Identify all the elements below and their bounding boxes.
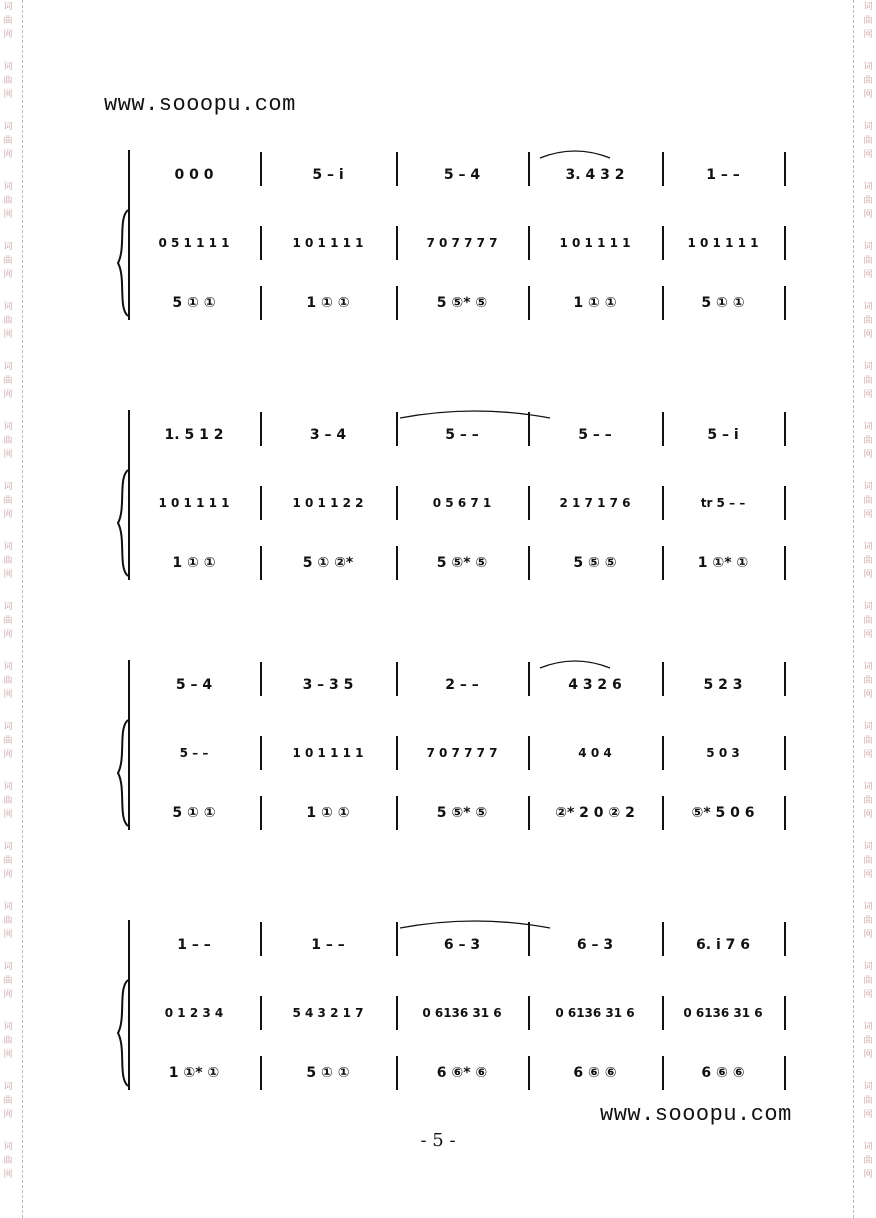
melody-measure: 5 – i xyxy=(707,427,739,443)
watermark-glyph: 网 xyxy=(3,90,13,100)
bass-measure: 1 ① ① xyxy=(573,295,617,311)
watermark-glyph: 曲 xyxy=(863,1156,873,1166)
accompaniment-measure: 0 6136 31 6 xyxy=(422,1006,502,1020)
watermark-glyph: 词 xyxy=(3,1142,13,1152)
watermark-glyph: 网 xyxy=(3,510,13,520)
bar-line xyxy=(662,736,664,770)
melody-measure: 5 – – xyxy=(578,427,612,443)
bar-line xyxy=(260,996,262,1030)
bass-measure: 1 ① ① xyxy=(172,555,216,571)
watermark-glyph: 网 xyxy=(863,330,873,340)
watermark-glyph: 网 xyxy=(863,390,873,400)
watermark-glyph: 曲 xyxy=(863,376,873,386)
watermark-glyph: 词 xyxy=(3,902,13,912)
watermark-glyph: 词 xyxy=(863,482,873,492)
bar-line xyxy=(260,546,262,580)
watermark-glyph: 曲 xyxy=(863,76,873,86)
watermark-glyph: 网 xyxy=(3,870,13,880)
watermark-glyph: 词 xyxy=(3,842,13,852)
watermark-glyph: 网 xyxy=(863,270,873,280)
watermark-glyph: 网 xyxy=(3,1170,13,1180)
accompaniment-measure: 7 0 7 7 7 7 xyxy=(426,746,498,760)
slur-marks xyxy=(0,404,876,424)
watermark-glyph: 曲 xyxy=(3,796,13,806)
watermark-glyph: 词 xyxy=(863,2,873,12)
melody-measure: 1 – – xyxy=(311,937,345,953)
accompaniment-measure: 1 0 1 1 1 1 xyxy=(292,746,364,760)
watermark-glyph: 词 xyxy=(863,842,873,852)
watermark-glyph: 网 xyxy=(3,30,13,40)
watermark-glyph: 曲 xyxy=(3,616,13,626)
watermark-glyph: 曲 xyxy=(863,616,873,626)
watermark-glyph: 曲 xyxy=(3,16,13,26)
accompaniment-measure: 4 0 4 xyxy=(578,746,612,760)
bar-line xyxy=(260,796,262,830)
watermark-glyph: 网 xyxy=(863,90,873,100)
watermark-glyph: 词 xyxy=(863,242,873,252)
bar-line xyxy=(662,1056,664,1090)
melody-measure: 5 – 4 xyxy=(175,677,213,693)
watermark-glyph: 网 xyxy=(863,30,873,40)
bar-line xyxy=(528,736,530,770)
bar-line xyxy=(528,486,530,520)
accompaniment-measure: 1 0 1 1 2 2 xyxy=(292,496,364,510)
bass-measure: 6 ⑥* ⑥ xyxy=(436,1065,488,1081)
watermark-glyph: 网 xyxy=(863,990,873,1000)
watermark-glyph: 曲 xyxy=(863,1096,873,1106)
bar-line xyxy=(784,546,786,580)
bar-line xyxy=(396,996,398,1030)
bass-measure: 5 ⑤* ⑤ xyxy=(436,295,488,311)
bass-measure: 1 ①* ① xyxy=(168,1065,220,1081)
bar-line xyxy=(784,1056,786,1090)
watermark-glyph: 词 xyxy=(3,602,13,612)
watermark-glyph: 词 xyxy=(3,1022,13,1032)
watermark-glyph: 词 xyxy=(863,542,873,552)
bar-line xyxy=(260,286,262,320)
accompaniment-measure: 0 1 2 3 4 xyxy=(164,1006,224,1020)
accompaniment-measure: 1 0 1 1 1 1 xyxy=(559,236,631,250)
bar-line xyxy=(128,660,130,830)
watermark-glyph: 曲 xyxy=(863,496,873,506)
bar-line xyxy=(662,796,664,830)
watermark-glyph: 网 xyxy=(3,390,13,400)
watermark-glyph: 曲 xyxy=(3,1156,13,1166)
page-number: - 5 - xyxy=(420,1130,456,1151)
bar-line xyxy=(396,546,398,580)
accompaniment-measure: 5 – – xyxy=(179,746,209,760)
bass-measure: 5 ① ① xyxy=(172,295,216,311)
watermark-glyph: 网 xyxy=(863,870,873,880)
watermark-glyph: 曲 xyxy=(863,976,873,986)
bass-measure: ⑤* 5 0 6 xyxy=(691,805,755,821)
bar-line xyxy=(128,410,130,580)
bass-measure: 5 ① ① xyxy=(306,1065,350,1081)
bass-measure: 5 ① ① xyxy=(701,295,745,311)
watermark-glyph: 曲 xyxy=(3,736,13,746)
watermark-glyph: 曲 xyxy=(863,796,873,806)
bar-line xyxy=(662,226,664,260)
watermark-glyph: 词 xyxy=(863,1142,873,1152)
bar-line xyxy=(784,226,786,260)
watermark-glyph: 曲 xyxy=(863,196,873,206)
bass-measure: 6 ⑥ ⑥ xyxy=(701,1065,745,1081)
watermark-glyph: 网 xyxy=(863,450,873,460)
watermark-glyph: 曲 xyxy=(863,256,873,266)
slur-marks xyxy=(0,144,876,164)
watermark-glyph: 词 xyxy=(863,602,873,612)
bass-measure: 1 ①* ① xyxy=(697,555,749,571)
watermark-glyph: 网 xyxy=(863,750,873,760)
melody-measure: 5 2 3 xyxy=(703,677,743,693)
watermark-glyph: 词 xyxy=(863,1082,873,1092)
watermark-glyph: 词 xyxy=(3,362,13,372)
bass-measure: 1 ① ① xyxy=(306,805,350,821)
bar-line xyxy=(396,486,398,520)
watermark-glyph: 词 xyxy=(863,1022,873,1032)
bar-line xyxy=(260,1056,262,1090)
accompaniment-measure: 1 0 1 1 1 1 xyxy=(292,236,364,250)
watermark-glyph: 网 xyxy=(3,1110,13,1120)
melody-measure: 0 0 0 xyxy=(174,167,214,183)
watermark-glyph: 词 xyxy=(863,182,873,192)
watermark-glyph: 网 xyxy=(863,510,873,520)
watermark-glyph: 曲 xyxy=(3,1036,13,1046)
accompaniment-measure: tr 5 – – xyxy=(700,496,746,510)
site-url-bottom: www.sooopu.com xyxy=(600,1102,792,1127)
bar-line xyxy=(528,1056,530,1090)
bar-line xyxy=(260,736,262,770)
bass-measure: ②* 2 0 ② 2 xyxy=(555,805,635,821)
watermark-glyph: 网 xyxy=(3,210,13,220)
watermark-glyph: 网 xyxy=(863,570,873,580)
watermark-glyph: 词 xyxy=(863,422,873,432)
watermark-glyph: 曲 xyxy=(3,1096,13,1106)
melody-measure: 3 – 4 xyxy=(309,427,347,443)
watermark-glyph: 曲 xyxy=(863,436,873,446)
watermark-glyph: 词 xyxy=(3,482,13,492)
watermark-glyph: 词 xyxy=(3,62,13,72)
watermark-glyph: 网 xyxy=(3,750,13,760)
watermark-glyph: 曲 xyxy=(863,916,873,926)
watermark-glyph: 曲 xyxy=(3,376,13,386)
bass-measure: 6 ⑥ ⑥ xyxy=(573,1065,617,1081)
watermark-glyph: 词 xyxy=(863,362,873,372)
bar-line xyxy=(784,486,786,520)
melody-measure: 3 – 3 5 xyxy=(302,677,354,693)
watermark-glyph: 词 xyxy=(3,722,13,732)
accompaniment-measure: 0 6136 31 6 xyxy=(683,1006,763,1020)
watermark-glyph: 网 xyxy=(863,1050,873,1060)
bar-line xyxy=(128,920,130,1090)
melody-measure: 4 3 2 6 xyxy=(568,677,622,693)
watermark-glyph: 词 xyxy=(3,2,13,12)
watermark-glyph: 词 xyxy=(3,962,13,972)
watermark-glyph: 曲 xyxy=(3,436,13,446)
bar-line xyxy=(528,996,530,1030)
watermark-glyph: 词 xyxy=(863,122,873,132)
watermark-glyph: 词 xyxy=(863,782,873,792)
bar-line xyxy=(396,736,398,770)
bar-line xyxy=(662,996,664,1030)
melody-measure: 1 – – xyxy=(177,937,211,953)
watermark-glyph: 网 xyxy=(3,810,13,820)
watermark-glyph: 曲 xyxy=(863,556,873,566)
watermark-glyph: 曲 xyxy=(863,856,873,866)
watermark-glyph: 网 xyxy=(3,1050,13,1060)
bass-measure: 5 ① ① xyxy=(172,805,216,821)
watermark-glyph: 曲 xyxy=(863,736,873,746)
watermark-glyph: 网 xyxy=(3,450,13,460)
bar-line xyxy=(662,486,664,520)
watermark-glyph: 网 xyxy=(3,930,13,940)
watermark-glyph: 曲 xyxy=(863,16,873,26)
watermark-glyph: 曲 xyxy=(3,976,13,986)
accompaniment-measure: 1 0 1 1 1 1 xyxy=(687,236,759,250)
melody-measure: 5 – – xyxy=(445,427,479,443)
watermark-glyph: 网 xyxy=(863,630,873,640)
watermark-glyph: 曲 xyxy=(3,676,13,686)
bar-line xyxy=(396,226,398,260)
watermark-glyph: 网 xyxy=(863,690,873,700)
watermark-glyph: 网 xyxy=(3,330,13,340)
watermark-glyph: 词 xyxy=(3,542,13,552)
watermark-glyph: 词 xyxy=(3,302,13,312)
melody-measure: 6 – 3 xyxy=(443,937,481,953)
bass-measure: 5 ⑤* ⑤ xyxy=(436,555,488,571)
watermark-glyph: 词 xyxy=(3,1082,13,1092)
watermark-glyph: 曲 xyxy=(3,916,13,926)
watermark-glyph: 网 xyxy=(863,210,873,220)
bar-line xyxy=(662,286,664,320)
watermark-glyph: 网 xyxy=(863,1110,873,1120)
watermark-glyph: 网 xyxy=(3,570,13,580)
watermark-glyph: 词 xyxy=(863,902,873,912)
accompaniment-measure: 0 5 1 1 1 1 xyxy=(158,236,230,250)
watermark-glyph: 词 xyxy=(863,302,873,312)
watermark-glyph: 词 xyxy=(863,62,873,72)
accompaniment-measure: 1 0 1 1 1 1 xyxy=(158,496,230,510)
slur-marks xyxy=(0,914,876,934)
watermark-glyph: 网 xyxy=(863,150,873,160)
bass-measure: 5 ⑤ ⑤ xyxy=(573,555,617,571)
melody-measure: 6. i 7 6 xyxy=(696,937,750,953)
watermark-glyph: 网 xyxy=(863,1170,873,1180)
melody-measure: 5 – i xyxy=(312,167,344,183)
bar-line xyxy=(528,226,530,260)
melody-measure: 1 – – xyxy=(706,167,740,183)
score-system xyxy=(0,920,876,1100)
bar-line xyxy=(784,286,786,320)
bar-line xyxy=(784,736,786,770)
bass-measure: 5 ① ②* xyxy=(302,555,354,571)
watermark-glyph: 网 xyxy=(863,930,873,940)
bar-line xyxy=(396,796,398,830)
watermark-glyph: 词 xyxy=(863,962,873,972)
watermark-glyph: 网 xyxy=(3,990,13,1000)
watermark-glyph: 词 xyxy=(3,182,13,192)
bar-line xyxy=(396,1056,398,1090)
bar-line xyxy=(260,226,262,260)
melody-measure: 3. 4 3 2 xyxy=(565,167,625,183)
bar-line xyxy=(260,486,262,520)
watermark-glyph: 曲 xyxy=(3,76,13,86)
watermark-glyph: 曲 xyxy=(3,856,13,866)
watermark-glyph: 网 xyxy=(3,150,13,160)
watermark-glyph: 曲 xyxy=(3,556,13,566)
bar-line xyxy=(784,796,786,830)
accompaniment-measure: 2 1 7 1 7 6 xyxy=(559,496,631,510)
watermark-glyph: 网 xyxy=(863,810,873,820)
watermark-glyph: 词 xyxy=(3,242,13,252)
watermark-glyph: 曲 xyxy=(3,316,13,326)
bar-line xyxy=(662,546,664,580)
score-system xyxy=(0,410,876,590)
score-system xyxy=(0,150,876,330)
accompaniment-measure: 0 5 6 7 1 xyxy=(432,496,492,510)
accompaniment-measure: 0 6136 31 6 xyxy=(555,1006,635,1020)
site-url-top: www.sooopu.com xyxy=(104,92,296,117)
bar-line xyxy=(528,546,530,580)
bar-line xyxy=(396,286,398,320)
watermark-glyph: 曲 xyxy=(3,136,13,146)
watermark-glyph: 词 xyxy=(3,122,13,132)
slur-marks xyxy=(0,654,876,674)
watermark-glyph: 曲 xyxy=(3,256,13,266)
bar-line xyxy=(128,150,130,320)
score-system xyxy=(0,660,876,840)
watermark-glyph: 曲 xyxy=(863,1036,873,1046)
melody-measure: 6 – 3 xyxy=(576,937,614,953)
watermark-glyph: 曲 xyxy=(863,676,873,686)
watermark-glyph: 词 xyxy=(863,722,873,732)
watermark-glyph: 词 xyxy=(3,662,13,672)
melody-measure: 2 – – xyxy=(445,677,479,693)
bar-line xyxy=(784,996,786,1030)
bass-measure: 1 ① ① xyxy=(306,295,350,311)
watermark-glyph: 曲 xyxy=(3,196,13,206)
bar-line xyxy=(528,286,530,320)
watermark-glyph: 网 xyxy=(3,630,13,640)
watermark-glyph: 网 xyxy=(3,270,13,280)
bass-measure: 5 ⑤* ⑤ xyxy=(436,805,488,821)
watermark-glyph: 词 xyxy=(3,422,13,432)
watermark-glyph: 网 xyxy=(3,690,13,700)
watermark-glyph: 词 xyxy=(3,782,13,792)
watermark-glyph: 曲 xyxy=(3,496,13,506)
melody-measure: 1. 5 1 2 xyxy=(164,427,224,443)
watermark-glyph: 曲 xyxy=(863,316,873,326)
melody-measure: 5 – 4 xyxy=(443,167,481,183)
watermark-glyph: 词 xyxy=(863,662,873,672)
watermark-glyph: 曲 xyxy=(863,136,873,146)
accompaniment-measure: 5 4 3 2 1 7 xyxy=(292,1006,364,1020)
accompaniment-measure: 5 0 3 xyxy=(706,746,740,760)
bar-line xyxy=(528,796,530,830)
accompaniment-measure: 7 0 7 7 7 7 xyxy=(426,236,498,250)
